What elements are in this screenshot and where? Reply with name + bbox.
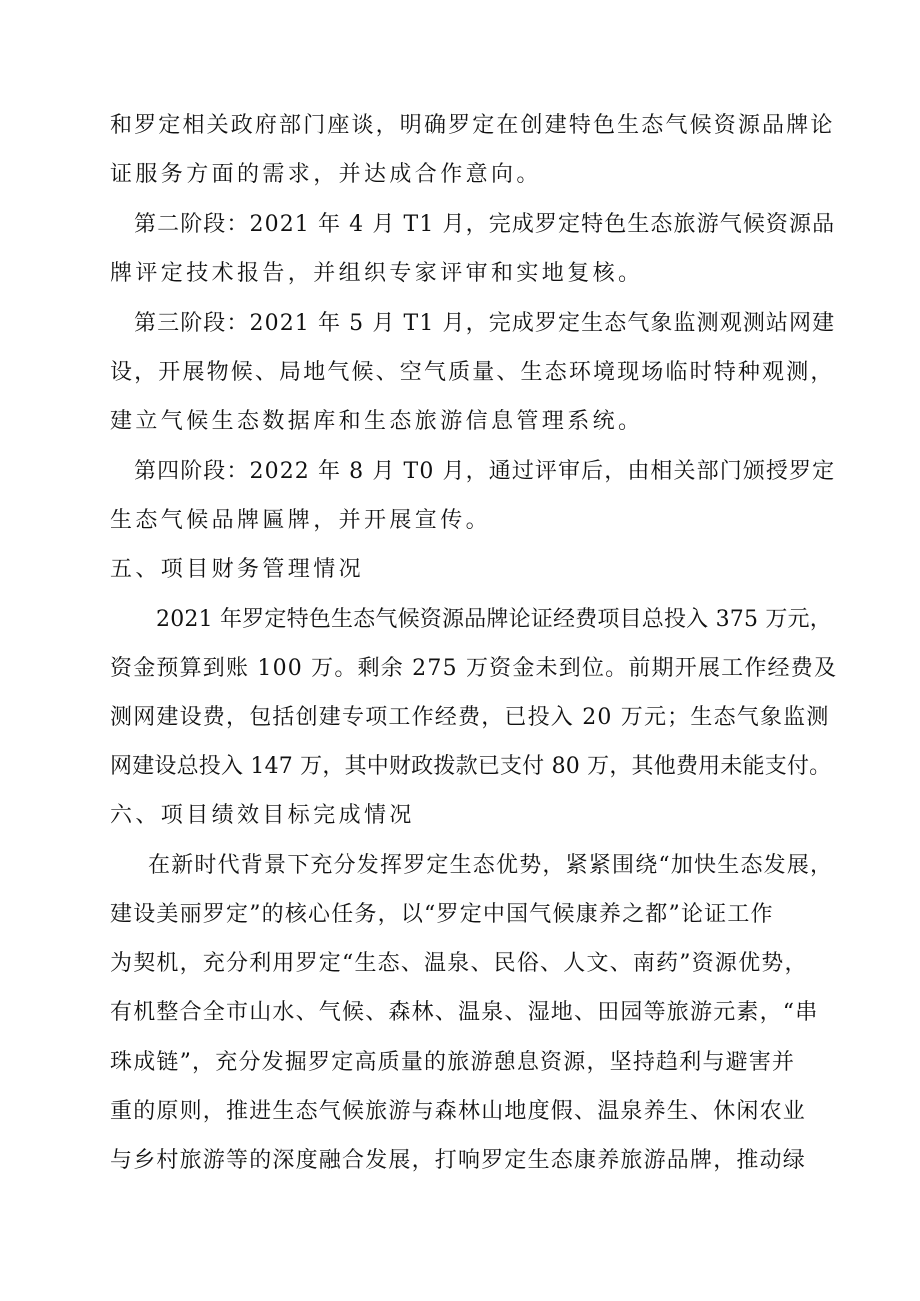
section-heading: 六、项目绩效目标完成情况 — [110, 803, 415, 828]
paragraph-line: 第二阶段：2021 年 4 月 T1 月，完成罗定特色生态旅游气候资源品 — [134, 212, 836, 237]
paragraph-line: 有机整合全市山水、气候、森林、温泉、湿地、田园等旅游元素，“串 — [110, 1000, 819, 1025]
paragraph-line: 和罗定相关政府部门座谈，明确罗定在创建特色生态气候资源品牌论 — [110, 113, 835, 138]
paragraph-line: 第四阶段：2022 年 8 月 T0 月，通过评审后，由相关部门颁授罗定 — [134, 459, 836, 484]
paragraph-line: 网建设总投入 147 万，其中财政拨款已支付 80 万，其他费用未能支付。 — [110, 754, 832, 779]
paragraph-line: 第三阶段：2021 年 5 月 T1 月，完成罗定生态气象监测观测站网建 — [134, 311, 836, 336]
paragraph-line: 与乡村旅游等的深度融合发展，打响罗定生态康养旅游品牌，推动绿 — [110, 1148, 807, 1173]
paragraph-line: 建设美丽罗定”的核心任务，以“罗定中国气候康养之都”论证工作 — [110, 902, 774, 927]
paragraph-line: 在新时代背景下充分发挥罗定生态优势，紧紧围绕“加快生态发展， — [148, 853, 834, 878]
paragraph-line: 资金预算到账 100 万。剩余 275 万资金未到位。前期开展工作经费及 — [110, 656, 838, 681]
paragraph-line: 重的原则，推进生态气候旅游与森林山地度假、温泉养生、休闲农业 — [110, 1099, 807, 1124]
paragraph-line: 2021 年罗定特色生态气候资源品牌论证经费项目总投入 375 万元， — [156, 607, 832, 632]
paragraph-line: 设，开展物候、局地气候、空气质量、生态环境现场临时特种观测， — [110, 360, 835, 385]
paragraph-line: 珠成链”，充分发掘罗定高质量的旅游憩息资源，坚持趋利与避害并 — [110, 1050, 796, 1075]
paragraph-line: 为契机，充分利用罗定“生态、温泉、民俗、人文、南药”资源优势， — [110, 951, 808, 976]
section-heading: 五、项目财务管理情况 — [110, 557, 365, 582]
paragraph-line: 建立气候生态数据库和生态旅游信息管理系统。 — [110, 409, 644, 434]
paragraph-line: 证服务方面的需求，并达成合作意向。 — [110, 162, 542, 187]
paragraph-line: 测网建设费，包括创建专项工作经费，已投入 20 万元；生态气象监测 — [110, 705, 830, 730]
paragraph-line: 生态气候品牌匾牌，并开展宣传。 — [110, 508, 492, 533]
paragraph-line: 牌评定技术报告，并组织专家评审和实地复核。 — [110, 261, 644, 286]
